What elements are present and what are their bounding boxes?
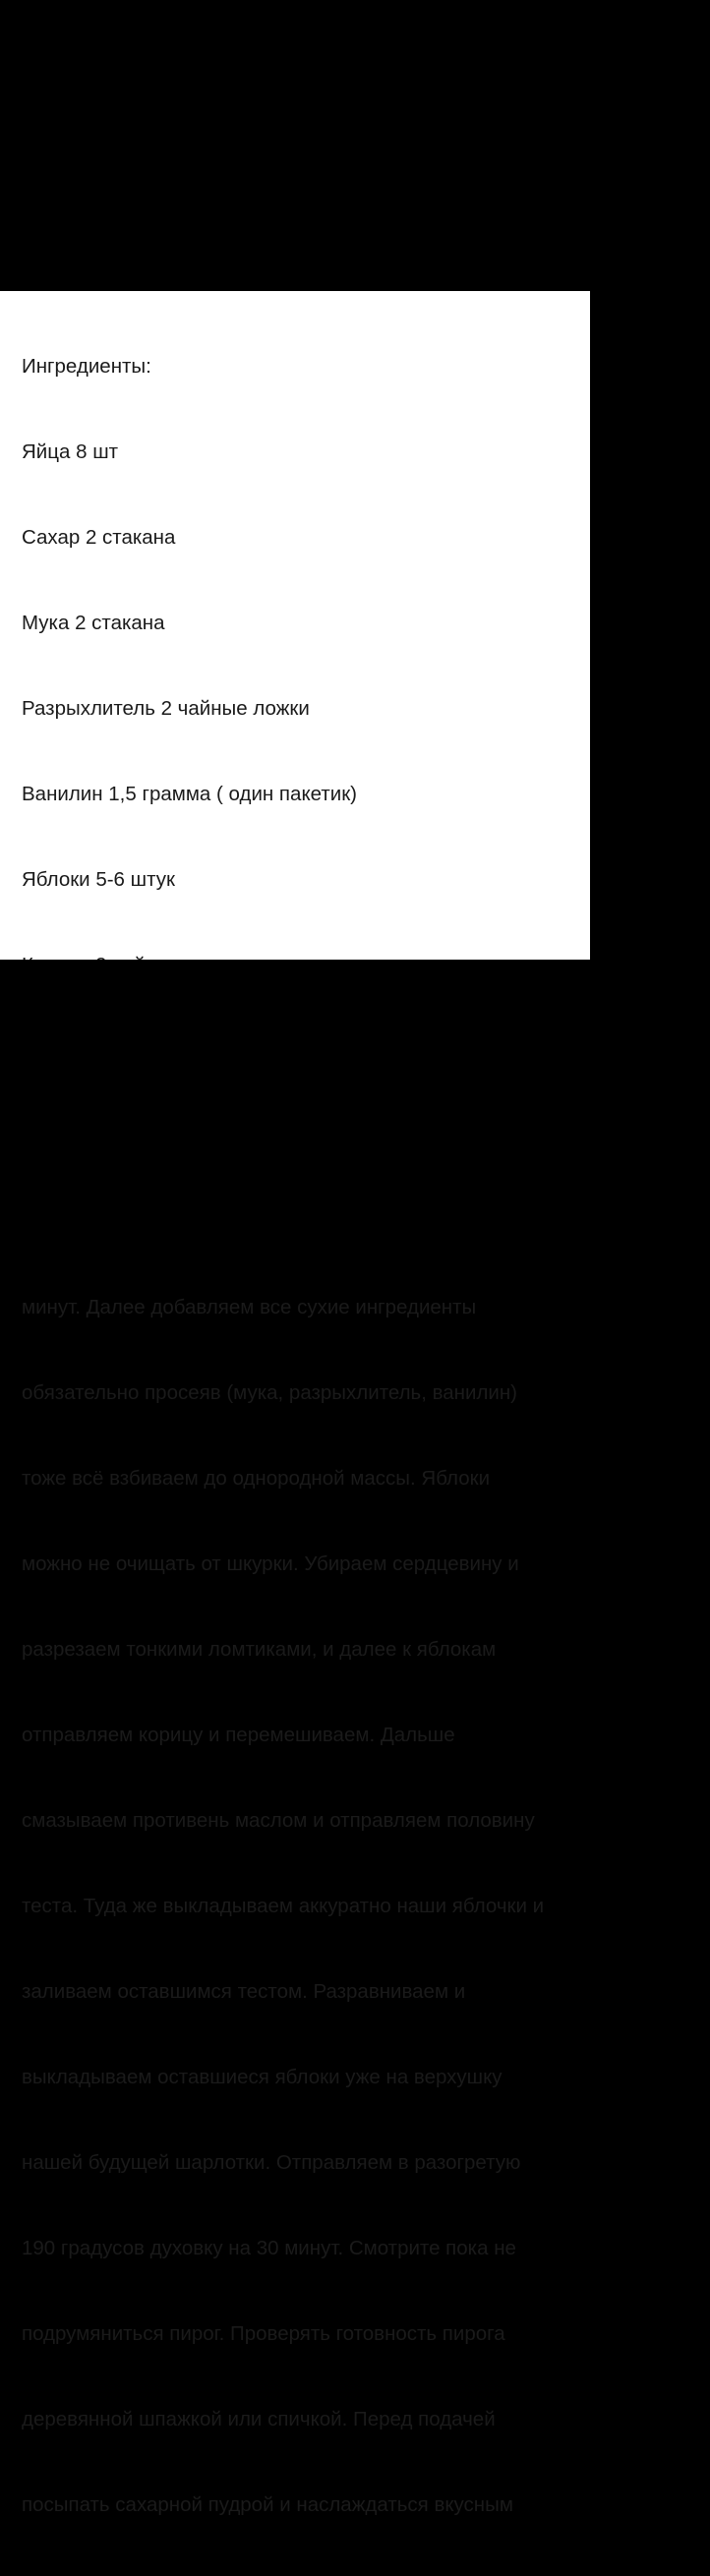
ingredient-item: Сахар 2 стакана: [22, 526, 176, 549]
method-line: заливаем оставшимся тестом. Разравниваем и: [22, 1980, 466, 2003]
method-line: смазываем противень маслом и отправляем половину: [22, 1809, 535, 1832]
method-line: отправляем корицу и перемешиваем. Дальше: [22, 1724, 455, 1746]
note-text-panel: [0, 291, 590, 2516]
ingredients-heading: Ингредиенты:: [22, 355, 151, 378]
method-line: можно не очищать от шкурки. Убираем сердцевину и: [22, 1552, 519, 1575]
method-line: деревянной шпажкой или спичкой. Перед подачей: [22, 2408, 496, 2430]
method-line: подрумяниться пирог. Проверять готовность пирога: [22, 2322, 505, 2345]
method-line: минут. Далее добавляем все сухие ингредиенты: [22, 1296, 477, 1318]
method-line: выкладываем оставшиеся яблоки уже на верхушку: [22, 2066, 503, 2088]
method-line: разрезаем тонкими ломтиками, и далее к яблокам: [22, 1638, 497, 1661]
ingredient-item: Ванилин 1,5 грамма ( один пакетик): [22, 783, 357, 805]
method-line: тоже всё взбиваем до однородной массы. Яблоки: [22, 1467, 491, 1490]
ingredient-item: Яйца 8 шт: [22, 440, 119, 463]
method-line: теста. Туда же выкладываем аккуратно наши яблочки и: [22, 1895, 545, 1917]
bottom-black-band: [0, 960, 590, 1275]
method-line: 190 градусов духовку на 30 минут. Смотрите пока не: [22, 2237, 516, 2259]
method-line: посыпать сахарной пудрой и наслаждаться вкусным: [22, 2493, 513, 2516]
method-line: обязательно просеяв (мука, разрыхлитель, ванилин): [22, 1381, 518, 1404]
recipe-text: [22, 295, 710, 2576]
ingredient-item: Разрыхлитель 2 чайные ложки: [22, 697, 310, 720]
method-line: нашей будущей шарлотки. Отправляем в разогретую: [22, 2151, 521, 2174]
ingredient-item: Яблоки 5-6 штук: [22, 868, 175, 891]
ingredient-item: Мука 2 стакана: [22, 612, 165, 634]
top-black-band: [0, 0, 590, 291]
